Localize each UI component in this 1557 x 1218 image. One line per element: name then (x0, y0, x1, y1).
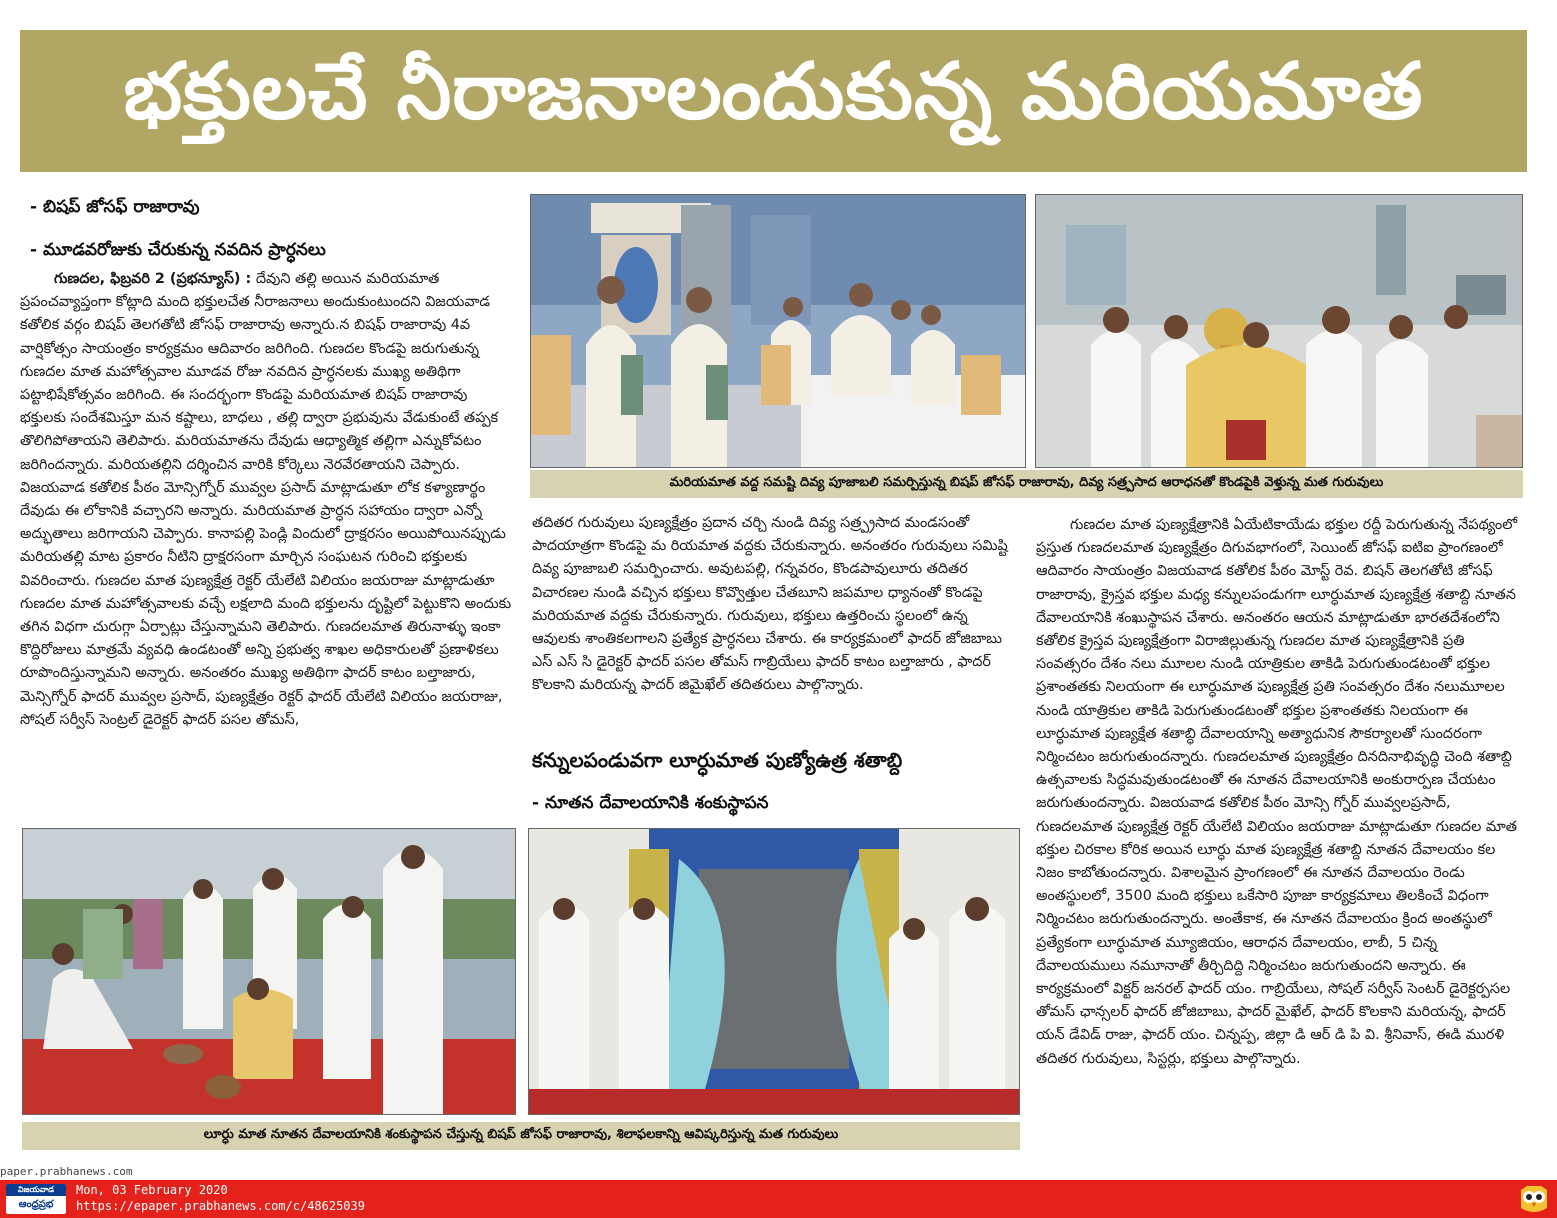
section-subhead: - నూతన దేవాలయానికి శంకుస్థాపన (532, 793, 769, 813)
subhead-prayers: - మూడవరోజుకు చేరుకున్న నవదిన ప్రార్ధనలు (30, 240, 326, 260)
photo-mass-altar (530, 194, 1026, 468)
photo-foundation-stone (22, 828, 516, 1115)
photo-plaque-unveiling-image (529, 829, 1020, 1115)
footer-bar (0, 1180, 1557, 1218)
headline-band (20, 30, 1527, 172)
article-column-3 (1036, 514, 1526, 1154)
photo-foundation-stone-image (23, 829, 516, 1115)
owl-icon[interactable] (1517, 1184, 1551, 1214)
dateline: గుణదల, ఫిబ్రవరి 2 (ప్రభన్యూస్) : (54, 271, 252, 287)
footer-url-cropped: paper.prabhanews.com (0, 1165, 133, 1178)
article-paragraph-2: తదితర గురువులు పుణ్యక్షేత్రం ప్రదాన చర్చి నుండి దివ్య సత్ర్ప్రసాద మండసంతో పాదయాత్రగా కొండపై మ రియమాత వద్దకు చేరుకున్నారు. అనంతరం గురువులు సమిష్టి దివ్య పూజాబలి సమర్పించారు. అవుటపల్లి, గన్నవరం, కొండపావులూరు తదితర విచారణల నుండి వచ్చిన భక్తులు కొవ్వొత్తుల చేతబూని జపమాల ధ్యానంతో కొండపై మరియమాత వద్దకు చేరుకున్నారు. గురువులు, భక్తులు ఉత్తరించు స్థలంలో ఉన్న ఆవులకు శాంతికలగాలని ప్రత్యేక ప్రార్ధనలు చేశారు. ఈ కార్యక్రమంలో ఫాదర్ జోజిబాబు ఎస్ ఎస్ సి డైరెక్టర్ ఫాదర్ పసల తోమస్ గాబ్రియేలు ఫాదర్ కాటం బల్తాజారు , ఫాదర్ కొలకాని మరియన్న ఫాదర్ జిమైఖేల్ తదితరులు పాల్గొన్నారు. (532, 515, 1008, 694)
caption-top: మరియమాత వద్ద సమష్టి దివ్య పూజాబలి సమర్పిస్తున్న బిషప్ జోసఫ్ రాజారావు, దివ్య సత్ర్పసాద ఆరాధనతో కొండపైకి వెళ్తున్న మత గురువులు (530, 470, 1523, 498)
logo-title: ఆంధ్రప్రభ (18, 1199, 54, 1210)
subhead-bishop: - బిషప్ జోసఫ్ రాజారావు (30, 197, 200, 217)
newspaper-logo (6, 1184, 66, 1214)
footer-url[interactable]: https://epaper.prabhanews.com/c/48625039 (76, 1199, 365, 1213)
headline: భక్తులచే నీరాజనాలందుకున్న మరియమాత (123, 46, 1424, 137)
logo-city: విజయవాడ (6, 1184, 66, 1196)
footer-info (76, 1182, 365, 1214)
article-column-1 (20, 268, 516, 813)
photo-plaque-unveiling (528, 828, 1020, 1115)
photo-procession (1035, 194, 1523, 468)
article-column-2 (532, 512, 1016, 740)
footer-date: Mon, 03 February 2020 (76, 1183, 228, 1197)
caption-bottom: లూర్ధు మాత నూతన దేవాలయానికి శంకుస్థాపన చేస్తున్న బిషప్ జోసఫ్ రాజారావు, శిలాఫలకాన్ని ఆవిష్కరిస్తున్న మత గురువులు (22, 1122, 1020, 1150)
article-paragraph-3: గుణదల మాత పుణ్యక్షేత్రానికి ఏయేటికాయేడు భక్తుల రద్దీ పెరుగుతున్న నేపథ్యంలో ప్రస్తుత గుణదలమాత పుణ్యక్షేత్రం దిగువభాగంలో, సెయింట్ జోసఫ్ ఐటిఐ ప్రాంగణంలో ఆదివారం సాయంత్రం విజయవాడ కతోలిక పీఠం మోస్ట్ రెవ. బిషన్ తెలగతోటి జోసఫ్ రాజారావు, క్రైస్తవ భక్తుల మధ్య కన్నులపండుగగా లూర్ధుమాత పుణ్యక్షేత్ర శతాబ్ది నూతన దేవాలయానికి శంఖుస్థాపన చేశారు. అనంతరం ఆయన మాట్లాడుతూ భారతదేశంలోని కతోలిక క్రైస్తవ పుణ్యక్షేత్రంగా విరాజిల్లుతున్న గుణదల మాత పుణ్యక్షేత్రానికి ప్రతి సంవత్సరం దేశం నలు మూలల నుండి యాత్రికుల తాకిడి పెరుగుతుండటంతో భక్తుల ప్రశాంతతకు నిలయంగా ఈ లూర్ధుమాత పుణ్యక్షేత్ర ప్రతి సంవత్సరం దేశం నలుమూలల నుండి యాత్రికుల తాకిడి పెరుగుతుండటంతో భక్తుల ప్రశాంతతకు నిలయంగా ఈ లూర్ధుమాత పుణ్యక్షేత శతాబ్ధి దేవాలయాన్ని అత్యాధునిక సౌకర్యాలతో సుందరంగా నిర్మించటం జరుగుతుందన్నారు. గుణదలమాత పుణ్యక్షేత్రం దినదినాభివృద్ధి చెంది శతాబ్ది ఉత్సవాలకు సిద్ధమవుతుండటంతో ఈ నూతన దేవాలయానికి అంకురార్పణ చేయటం జరుగుతుందన్నారు. విజయవాడ కతోలిక పీఠం మోన్సి గ్నోర్ మువ్వలప్రసాద్, గుణదలమాత పుణ్యక్షేత్ర రెక్టర్ యేలేటి విలియం జయరాజు మాట్లాడుతూ గుణదల మాత భక్తుల చిరకాల కోరిక అయిన లూర్ధు మాత పుణ్యక్షేత్ర శతాబ్ది నూతన దేవాలయం కల నిజం కాబోతుందన్నారు. విశాలమైన ప్రాంగణంలో ఈ నూతన దేవాలయం రెండు అంతస్థులలో, 3500 మంది భక్తులు ఒకేసారి పూజా కార్యక్రమాలు తిలకించే విధంగా నిర్మించటం జరుగుతుందన్నారు. అంతేకాక, ఈ నూతన దేవాలయం క్రింద అంతస్థులో ప్రత్యేకంగా లూర్ధుమాత మ్యూజియం, ఆరాధన దేవాలయం, లాబీ, 5 చిన్న దేవాలయములు నమూనాతో తీర్చిదిద్ది నిర్మించటం జరుగుతుందని అన్నారు. ఈ కార్యక్రమంలో విక్టర్ జనరల్ ఫాదర్ యం. గాబ్రియేలు, సోషల్ సర్వీస్ సెంటర్ డైరెక్టర్పసల తోమస్ ఛాన్సలర్ ఫాదర్ జోజిబాబు, ఫాదర్ మైఖేల్, ఫాదర్ కొలకాని మరియన్న, ఫాదర్ యన్ డేవిడ్ రాజు, ఫాదర్ యం. చిన్నప్ప, జిల్లా డి ఆర్ డి పి వి. శ్రీనివాస్, ఈడి మురళి తదితర గురువులు, సిస్టర్లు, భక్తులు పాల్గొన్నారు. (1036, 517, 1518, 1067)
photo-procession-image (1036, 195, 1523, 468)
section-headline: కన్నులపండువగా లూర్ధుమాత పుణ్యోఉత్ర శతాబ్ది (532, 748, 903, 772)
article-paragraph-1: దేవుని తల్లి అయిన మరియమాత ప్రపంచవ్యాప్తంగా కోట్లాది మంది భక్తులచేత నీరాజనాలు అందుకుంటుందని విజయవాడ కతోలిక వర్గం బిషప్ తెలగతోటి జోసఫ్ రాజారావు అన్నారు.న బిషఫ్ రాజారావు 4వ వార్షికోత్సం సాయంత్రం కార్యక్రమం ఆదివారం జరిగింది. గుణదల కొండపై జరుగుతున్న గుణదల మాత మహోత్సవాల మూడవ రోజు నవదిన ప్రార్ధనలకు ముఖ్య అతిథిగా పట్టాభిషేకోత్సవం జరిగింది. ఈ సందర్భంగా కొండపై మరియమాత బిషప్ రాజారావు భక్తులకు సందేశమిస్తూ మన కష్టాలు, బాధలు , తల్లి ద్వారా ప్రభువును వేడుకుంటే తప్పక తొలిగిపోతాయని తెలిపారు. మరియమాతను దేవుడు ఆధ్యాత్మిక తల్లిగా ఎన్నుకోవటం జరిగిందన్నారు. మరియతల్లిని దర్శించిన వారికి కోర్కెలు నెరవేరతాయని చెప్పారు. విజయవాడ కతోలిక పీఠం మోన్సిగ్నోర్ మువ్వల ప్రసాద్ మాట్లాడుతూ లోక కళ్యాణార్థం దేవుడు ఈ లోకానికి వచ్చారని అన్నారు. మరియమాత ప్రార్ధన సహాయం ద్వారా ఎన్నో అద్భుతాలు జరిగాయని చెప్పారు. కానాపల్లి పెండ్లి విందులో ద్రాక్షరసం అయిపోయినప్పుడు మరియతల్లి మాట ప్రకారం నీటిని ద్రాక్షరసంగా మార్చిన సంఘటన గురించి భక్తులకు వివరించారు. గుణదల మాత పుణ్యక్షేత్ర రెక్టర్ యేలేటి విలియం జయరాజు మాట్లాడుతూ గుణదల మాత మహోత్సవాలకు వచ్చే లక్షలాది మంది భక్తులను దృష్టిలో పెట్టుకొని అందుకు తగిన విధగా చురుగ్గా ఏర్పాట్లు చేస్తున్నామని తెలిపారు. గుణదలమాత తిరునాళ్ళు ఇంకా కొద్దిరోజులు మాత్రమే వ్యవధి ఉండటంతో అన్ని ప్రభుత్వ శాఖల అధికారులతో ప్రణాళికలు రూపొందిస్తున్నామని అన్నారు. అనంతరం ముఖ్య అతిథిగా ఫాదర్ కాటం బల్తాజారు, మెన్సిగ్నోర్ ఫాదర్ మువ్వల ప్రసాద్, పుణ్యక్షేత్రం రెక్టర్ ఫాదర్ యేలేటి విలియం జయరాజు, సోషల్ సర్వీస్ సెంట్రల్ డైరెక్టర్ ఫాదర్ పసల తోమస్, (20, 271, 512, 728)
photo-mass-altar-image (531, 195, 1026, 468)
